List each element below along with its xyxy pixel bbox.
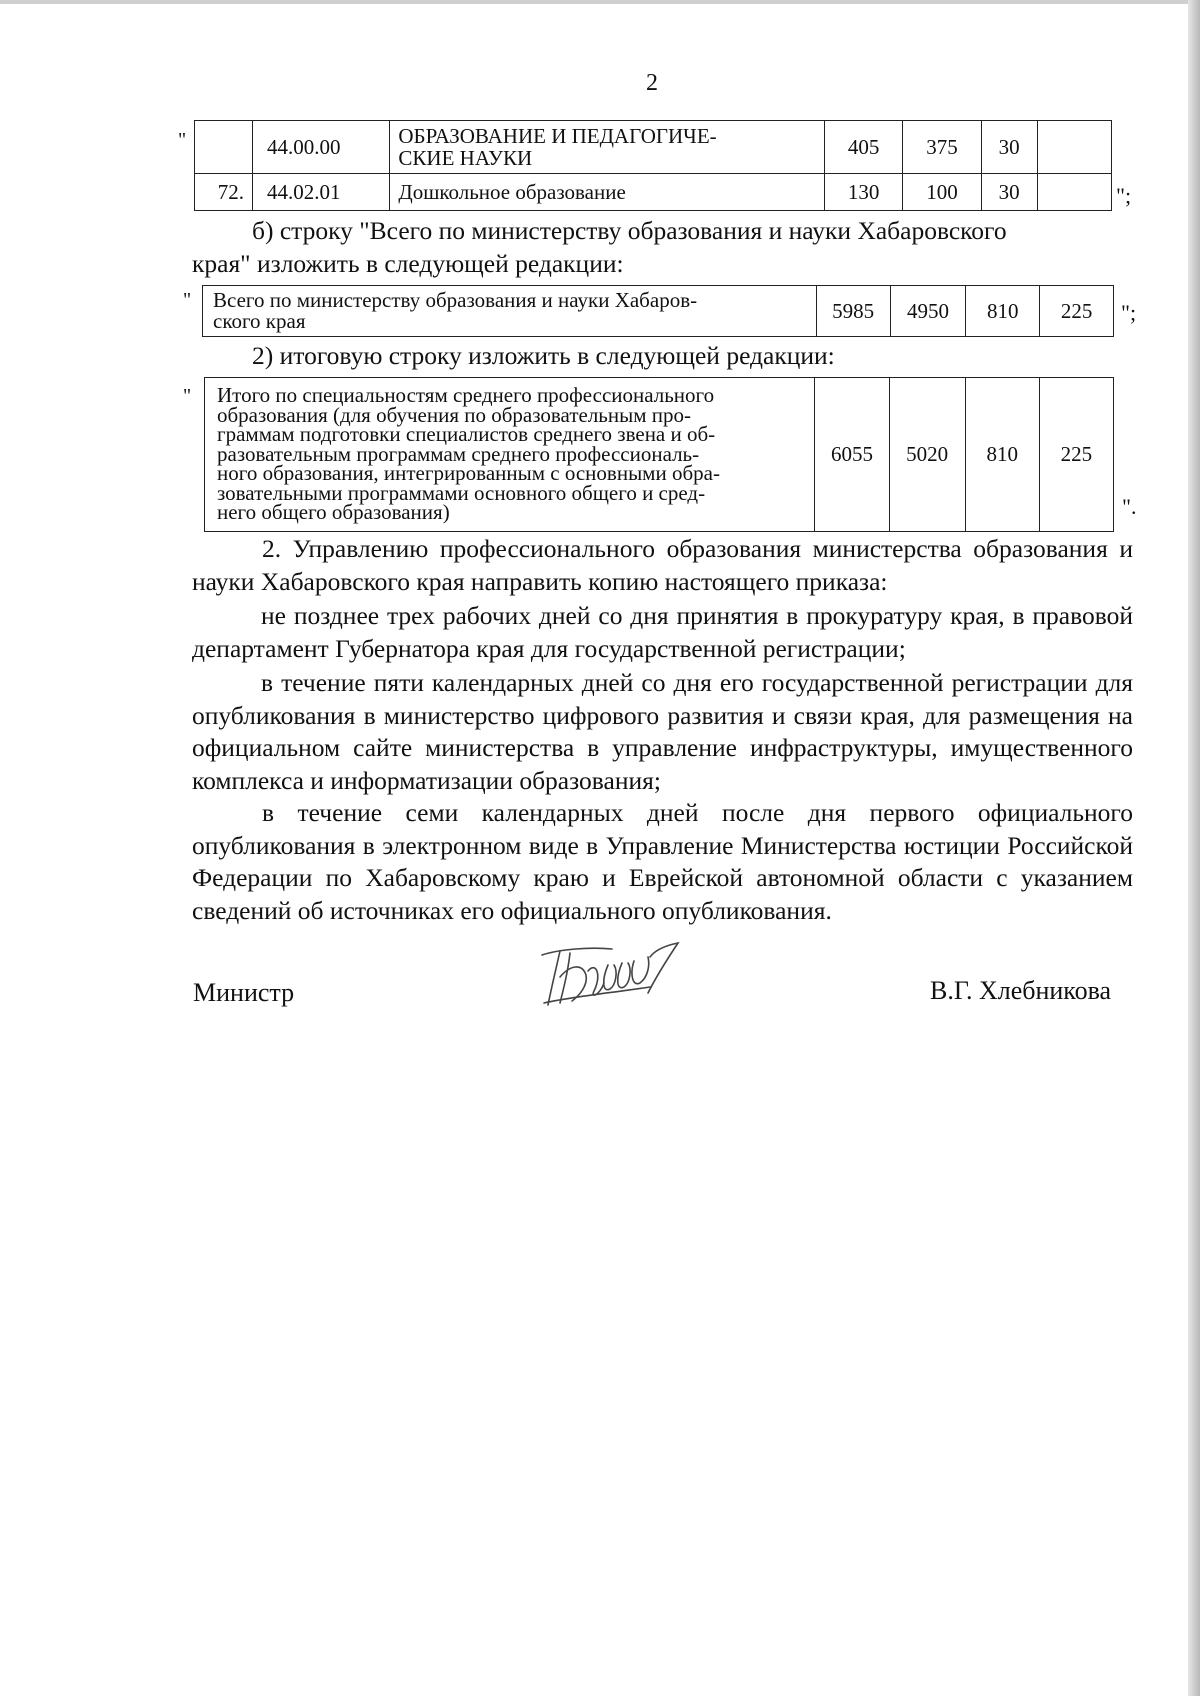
table-ministry-total [202,285,1114,337]
table-row [205,378,1114,532]
signatory-name: В.Г. Хлебникова [930,976,1112,1005]
row-number: 72. [195,174,253,211]
table-row [203,286,1114,337]
page-number: 2 [646,70,658,96]
table-row [195,174,1112,211]
specialty-code: 44.02.01 [253,174,390,211]
specialty-name [390,121,825,174]
row-label-line: ского края [213,309,306,333]
paragraph-b-line2: края" изложить в следующей редакции: [192,249,624,278]
row-label-line: Всего по министерству образования и науки Хабаров- [213,288,698,312]
row-number [195,121,253,174]
row-label-line: зовательными программами основного общего и сред- [217,480,706,505]
row-label-line: разовательным программам среднего профессиональ- [217,441,700,466]
value-total: 5985 [816,286,890,337]
value-budget: 4950 [890,286,966,337]
specialty-name: Дошкольное образование [390,174,825,211]
close-quote: "; [1121,300,1137,325]
row-label [205,378,815,532]
value-budget: 5020 [889,378,965,532]
paragraph-b-line1: б) строку "Всего по министерству образования и науки Хабаровского [252,216,1007,245]
value-total: 405 [824,121,902,174]
row-label-line: него общего образования) [217,500,450,525]
specialty-code: 44.00.00 [253,121,390,174]
value-paid: 30 [981,121,1037,174]
specialty-name-line: СКИЕ НАУКИ [398,146,533,170]
row-label-line: граммам подготовки специалистов среднего звена и об- [217,422,716,447]
handwritten-signature [530,935,690,1015]
value-extra [1037,121,1111,174]
value-extra: 225 [1039,378,1113,532]
paragraph-2-heading: 2) итоговую строку изложить в следующей редакции: [252,341,835,370]
value-paid: 810 [966,286,1040,337]
value-paid: 810 [965,378,1039,532]
value-total: 6055 [815,378,889,532]
row-label-line: ного образования, интегрированным с основными обра- [217,461,720,486]
table-grand-total [204,377,1114,532]
section2-paragraph4: в течение семи календарных дней после дня первого официального опубликования в электронном виде в Управление Министерства юстиции Российской Федерации по Хабаровскому краю и Еврейской автономной области с указанием сведений об источниках его официального опубликования. [192,798,1133,925]
row-label-line: Итого по специальностям среднего профессионального [217,382,715,407]
table-row [195,121,1112,174]
value-total: 130 [824,174,902,211]
table-education-rows [194,120,1112,211]
scan-top-edge [0,0,1200,4]
value-budget: 375 [903,121,981,174]
row-label-line: образования (для обучения по образовательным про- [217,402,691,427]
value-extra [1037,174,1111,211]
signatory-title: Министр [193,978,295,1007]
open-quote: " [183,385,192,407]
specialty-name-line: ОБРАЗОВАНИЕ И ПЕДАГОГИЧЕ- [398,124,717,148]
value-paid: 30 [981,174,1037,211]
section2-paragraph3: в течение пяти календарных дней со дня его государственной регистрации для опубликования в министерство цифрового развития и связи края, для размещения на официальном сайте министерства в управление инфраструктуры, имущественного комплекса и информатизации образования; [192,668,1133,795]
scan-right-edge [1188,0,1200,1696]
open-quote: " [178,129,187,151]
close-quote: "; [1116,183,1132,208]
value-extra: 225 [1040,286,1114,337]
section2-paragraph1: 2. Управлению профессионального образования министерства образования и науки Хабаровского края направить копию настоящего приказа: [192,534,1133,596]
section2-paragraph2: не позднее трех рабочих дней со дня принятия в прокуратуру края, в правовой департамент Губернатора края для государственной регистрации; [192,601,1133,663]
value-budget: 100 [903,174,981,211]
row-label [203,286,817,337]
close-quote: ". [1122,494,1137,519]
open-quote: " [183,289,192,311]
